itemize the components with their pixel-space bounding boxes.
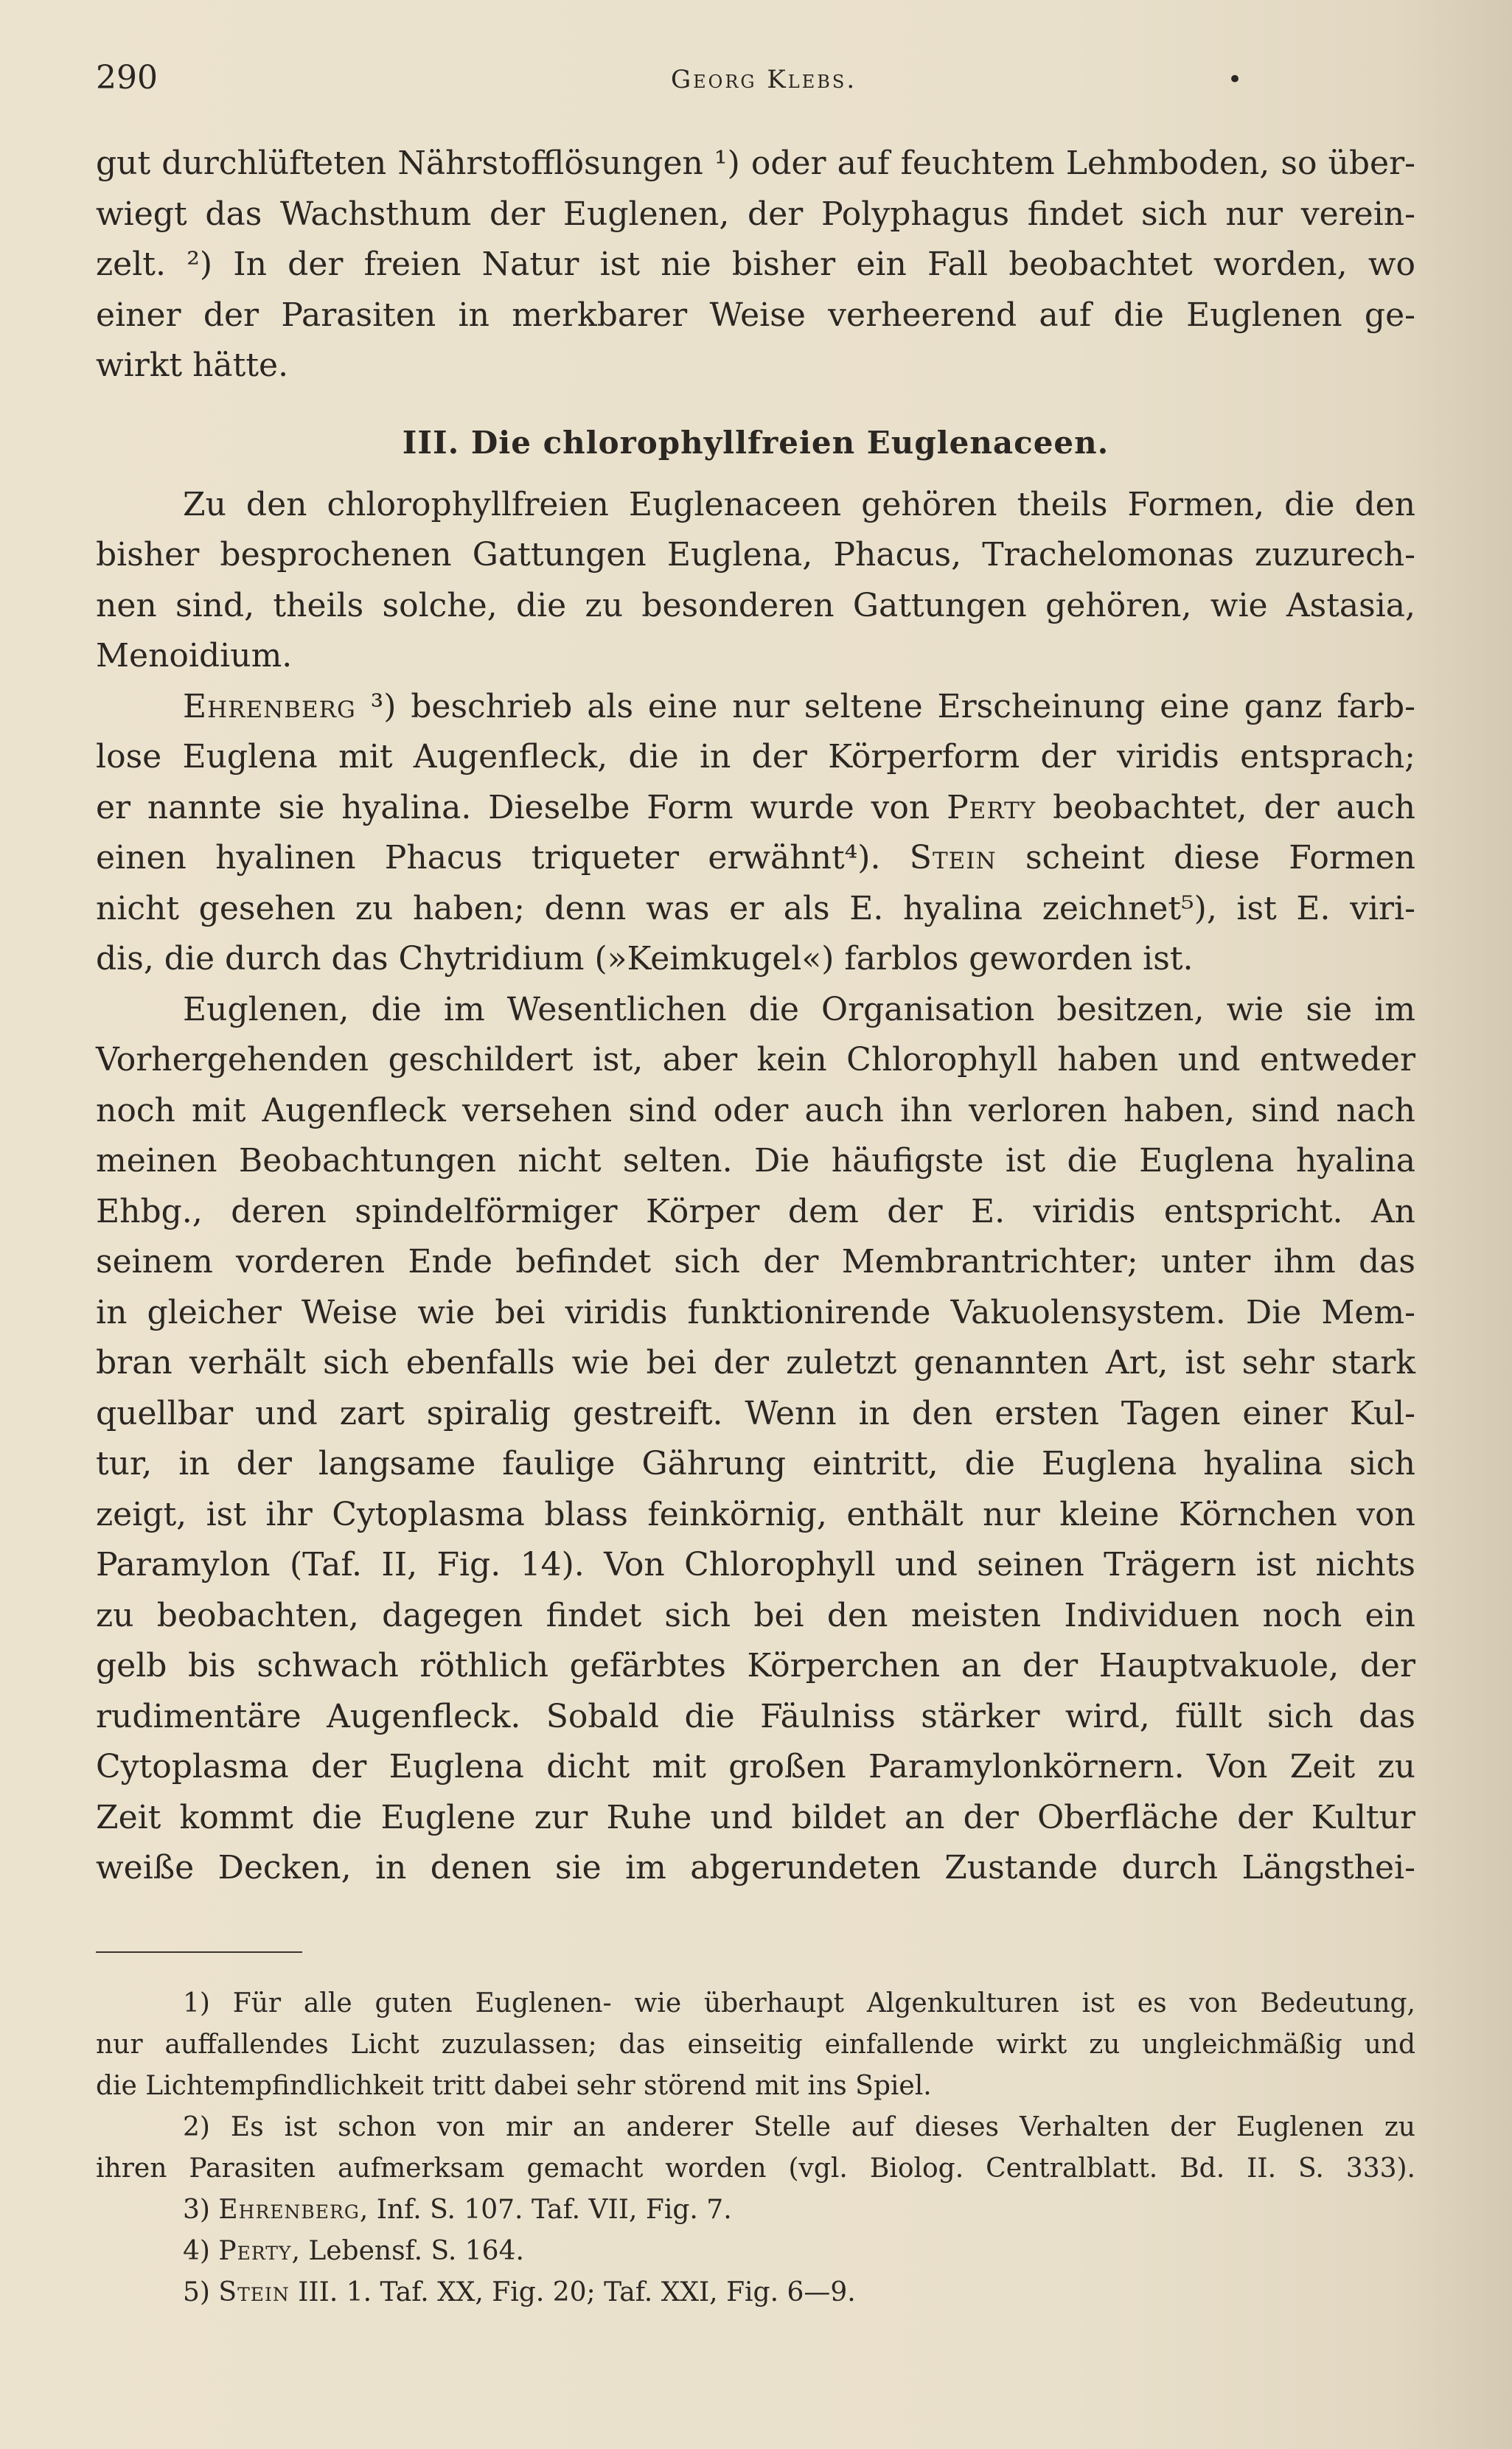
text-line: zeigt, ist ihr Cytoplasma blass feinkörnig, enthält nur kleine Körnchen von [96, 1495, 1415, 1533]
header-mark: • [1227, 65, 1243, 94]
footnote-number: 5) [183, 2277, 219, 2307]
author-name: Stein [218, 2277, 290, 2307]
text-line: weiße Decken, in denen sie im abgerundeten Zustande durch Längsthei- [96, 1849, 1415, 1887]
section-heading: III. Die chlorophyllfreien Euglenaceen. [402, 424, 1109, 461]
footnote-line: ihren Parasiten aufmerksam gemacht worden (vgl. Biolog. Centralblatt. Bd. II. S. 333). [96, 2153, 1415, 2184]
text-line: bran verhält sich ebenfalls wie bei der zuletzt genannten Art, ist sehr stark [96, 1344, 1415, 1382]
footnote-line: 1) Für alle guten Euglenen- wie überhaupt Algenkulturen ist es von Bedeutung, [183, 1988, 1415, 2018]
author-name: Ehrenberg [183, 687, 356, 725]
page-header [96, 59, 1415, 111]
text-line: rudimentäre Augenfleck. Sobald die Fäulniss stärker wird, füllt sich das [96, 1697, 1415, 1735]
body-text [96, 139, 1415, 1894]
footnote-line [96, 2272, 1415, 2313]
footnote-line: 2) Es ist schon von mir an anderer Stelle auf dieses Verhalten der Euglenen zu [183, 2112, 1415, 2142]
running-head: Georg Klebs. [671, 65, 857, 94]
text-line: Vorhergehenden geschildert ist, aber kein Chlorophyll haben und entweder [96, 1041, 1415, 1079]
text-line: gut durchlüfteten Nährstofflösungen ¹) oder auf feuchtem Lehmboden, so über- [96, 144, 1415, 182]
page-number: 290 [96, 59, 158, 97]
footnote-line [96, 2190, 1415, 2231]
text-line: seinem vorderen Ende befindet sich der Membrantrichter; unter ihm das [96, 1243, 1415, 1281]
text-span: ³) beschrieb als eine nur seltene Erscheinung eine ganz farb- [355, 687, 1415, 725]
text-line: nen sind, theils solche, die zu besonderen Gattungen gehören, wie Astasia, [96, 586, 1415, 624]
author-name: Stein [909, 839, 997, 877]
text-line: bisher besprochenen Gattungen Euglena, Phacus, Trachelomonas zuzurech- [96, 536, 1415, 574]
text-line: dis, die durch das Chytridium (»Keimkugel«) farblos geworden ist. [96, 940, 1194, 978]
text-line: noch mit Augenfleck versehen sind oder auch ihn verloren haben, sind nach [96, 1091, 1415, 1129]
text-span: scheint diese Formen [996, 839, 1416, 877]
footnote-divider [96, 1951, 302, 1953]
text-line: Zu den chlorophyllfreien Euglenaceen gehören theils Formen, die den [183, 485, 1415, 523]
footnote-line [96, 2231, 1415, 2272]
text-span: III. 1. Taf. XX, Fig. 20; Taf. XXI, Fig. 6—9. [289, 2277, 856, 2307]
text-span: , Inf. S. 107. Taf. VII, Fig. 7. [359, 2195, 732, 2225]
text-line: einer der Parasiten in merkbarer Weise verheerend auf die Euglenen ge- [96, 296, 1415, 334]
text-line [96, 833, 1415, 884]
text-span: beobachtet, der auch [1036, 788, 1416, 826]
text-line: Zeit kommt die Euglene zur Ruhe und bildet an der Oberfläche der Kultur [96, 1798, 1415, 1836]
text-line [96, 682, 1415, 733]
text-span: er nannte sie hyalina. Dieselbe Form wurde von [96, 788, 947, 826]
text-line: lose Euglena mit Augenfleck, die in der Körperform der viridis entsprach; [96, 738, 1415, 776]
footnote-line: nur auffallendes Licht zuzulassen; das einseitig einfallende wirkt zu ungleichmäßig und [96, 2030, 1415, 2060]
text-line: gelb bis schwach röthlich gefärbtes Körperchen an der Hauptvakuole, der [96, 1647, 1415, 1685]
text-line: wirkt hätte. [96, 346, 289, 384]
text-line: zelt. ²) In der freien Natur ist nie bisher ein Fall beobachtet worden, wo [96, 245, 1415, 283]
text-line: quellbar und zart spiralig gestreift. Wenn in den ersten Tagen einer Kul- [96, 1394, 1415, 1432]
text-line: in gleicher Weise wie bei viridis funktionirende Vakuolensystem. Die Mem- [96, 1293, 1415, 1331]
text-line: Menoidium. [96, 637, 293, 675]
text-line: Ehbg., deren spindelförmiger Körper dem der E. viridis entspricht. An [96, 1192, 1415, 1230]
text-line [96, 783, 1415, 834]
text-line: zu beobachten, dagegen findet sich bei den meisten Individuen noch ein [96, 1596, 1415, 1634]
footnote-line: die Lichtempfindlichkeit tritt dabei sehr störend mit ins Spiel. [96, 2071, 932, 2101]
text-line: Euglenen, die im Wesentlichen die Organisation besitzen, wie sie im [183, 990, 1415, 1028]
text-span: , Lebensf. S. 164. [291, 2236, 524, 2266]
footnote-number: 3) [183, 2195, 219, 2225]
text-line: nicht gesehen zu haben; denn was er als E. hyalina zeichnet⁵), ist E. viri- [96, 889, 1415, 927]
text-line: Cytoplasma der Euglena dicht mit großen Paramylonkörnern. Von Zeit zu [96, 1748, 1415, 1786]
footnote-number: 4) [183, 2236, 219, 2266]
author-name: Ehrenberg [218, 2195, 360, 2225]
text-line: meinen Beobachtungen nicht selten. Die häufigste ist die Euglena hyalina [96, 1142, 1415, 1180]
text-span: einen hyalinen Phacus triqueter erwähnt⁴). [96, 839, 910, 877]
author-name: Perty [947, 788, 1037, 826]
text-line: Paramylon (Taf. II, Fig. 14). Von Chlorophyll und seinen Trägern ist nichts [96, 1546, 1415, 1584]
text-line: wiegt das Wachsthum der Euglenen, der Polyphagus findet sich nur verein- [96, 195, 1415, 233]
author-name: Perty [218, 2236, 292, 2266]
footnotes [96, 1983, 1415, 2313]
text-line: tur, in der langsame faulige Gährung eintritt, die Euglena hyalina sich [96, 1445, 1415, 1483]
